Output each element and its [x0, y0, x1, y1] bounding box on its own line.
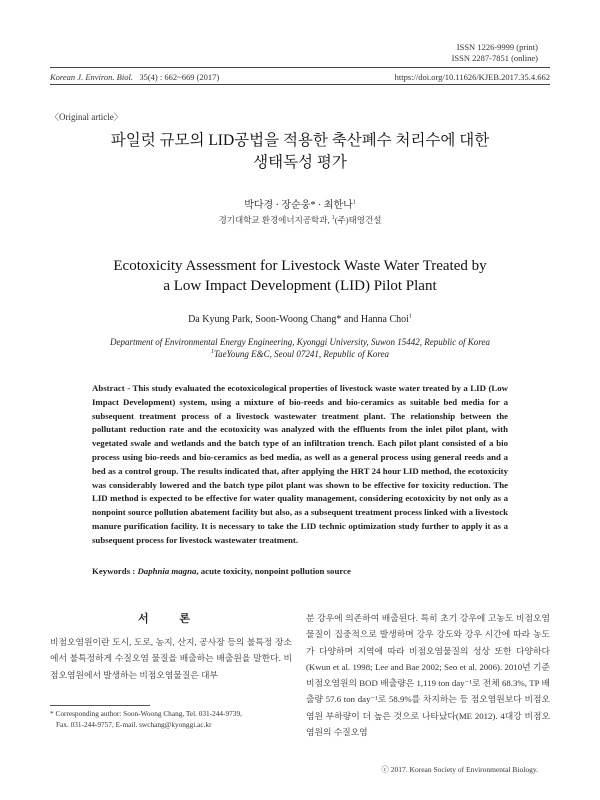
- journal-volume: 35(4) : 662~669 (2017): [139, 72, 220, 82]
- english-affiliation-1: Department of Environmental Energy Engineering, Kyonggi University, Suwon 15442, Republic of Korea: [110, 337, 490, 347]
- copyright: ⓒ 2017. Korean Society of Environmental Biology.: [381, 765, 538, 774]
- english-title: [50, 256, 550, 296]
- english-title-line2: a Low Impact Development (LID) Pilot Plant: [163, 278, 437, 294]
- english-authors-text: Da Kyung Park, Soon-Woong Chang* and Hanna Choi: [188, 314, 409, 325]
- korean-authors-text: 박다경 · 장순웅* · 최한나: [244, 200, 353, 211]
- korean-authors: 박다경 · 장순웅* · 최한나$^1$: [244, 199, 356, 211]
- journal-citation: [50, 72, 219, 82]
- korean-affiliation-2: (주)태영건설: [334, 215, 382, 225]
- keywords-label: Keywords :: [92, 566, 138, 576]
- intro-heading: 서 론: [137, 613, 204, 625]
- korean-affiliation-1: 경기대학교 환경에너지공학과,: [218, 215, 332, 225]
- abstract: Abstract - This study evaluated the ecotoxicological properties of livestock waste water treated by a LID (Low Impact Development) system, using a mixture of bio-reeds and bio-ceramics as suitable bed media for a subsequent treatment process of a livestock wastewater treatment plant. The relationship between the pollutant reduction rate and the ecotoxicity was analyzed with the effluents from the inlet pilot plant, with vegetated swale and wetlands and the batch type of an infiltration trench. Each pilot plant consisted of a bio process using bio-reeds and bio-ceramics as bed media, as well as a general process using general reeds and a bed as a control group. The results indicated that, after applying the HRT 24 hour LID method, the ecotoxicity was considerably lowered and the batch type pilot plant was shown to be effective for toxicity reduction. The LID method is expected to be effective for water quality management, considering ecotoxicity by not only as a nonpoint source pollution abatement facility but also, as a subsequent treatment process linked with a livestock manure purification facility. It is necessary to take the LID technic optimization study further to apply it as a subsequent process for livestock wastewater treatment.: [92, 383, 508, 545]
- korean-title-line1: 파일럿 규모의 LID공법을 적용한 축산폐수 처리수에 대한: [110, 132, 490, 149]
- journal-name: Korean J. Environ. Biol.: [50, 72, 133, 82]
- korean-affiliation: 경기대학교 환경에너지공학과, $^1$(주)태영건설: [218, 215, 382, 225]
- doi-link[interactable]: https://doi.org/10.11626/KJEB.2017.35.4.662: [394, 72, 550, 82]
- footnote-rule: [50, 705, 150, 706]
- footnote: [50, 709, 292, 730]
- english-title-line1: Ecotoxicity Assessment for Livestock Waste Water Treated by: [113, 258, 487, 274]
- keyword-organism: Daphnia magna: [137, 566, 197, 576]
- intro-right-column: 분 강우에 의존하여 배출된다. 특히 초기 강우에 고농도 비점오염물질이 집중적으로 발생하며 강우 강도와 강우 시간에 따라 농도가 다양하며 지역에 따라 비점오염물질의 성상 또한 다양하다(Kwun et al. 1998; Lee and Bae 2002; Seo et al. 2006). 2010년 기준 비점오염원의 BOD 배출량은 1,119 ton day⁻¹로 전체 68.3%, TP 배출량 57.6 ton day⁻¹로 58.9%를 차지하는 등 점오염원보다 비점오염원 부하량이 더 높은 것으로 나타났다(ME 2012). 4대강 비점오염원의 수질오염: [306, 613, 550, 738]
- footnote-line1: * Corresponding author: Soon-Woong Chang, Tel. 031-244-9739,: [50, 709, 242, 718]
- korean-title: [50, 130, 550, 174]
- english-affiliations: Department of Environmental Energy Engineering, Kyonggi University, Suwon 15442, Republic of Korea $^1$TaeYoung E&C, Seoul 07241, Republic of Korea: [50, 336, 550, 360]
- issn-online: ISSN 2287-7851 (online): [451, 53, 538, 63]
- header-rule-top: [50, 67, 550, 68]
- footnote-line2: Fax. 031-244-9757, E-mail. swchang@kyonggi.ac.kr: [56, 719, 212, 729]
- english-authors: Da Kyung Park, Soon-Woong Chang* and Hanna Choi$^1$: [188, 313, 412, 325]
- keywords: [92, 566, 508, 576]
- issn-print: ISSN 1226-9999 (print): [456, 42, 538, 52]
- keywords-rest: , acute toxicity, nonpoint pollution source: [196, 566, 351, 576]
- header-rule-bottom: [50, 84, 550, 85]
- english-affiliation-2: TaeYoung E&C, Seoul 07241, Republic of Korea: [213, 349, 389, 359]
- intro-left-column: 비점오염원이란 도시, 도로, 농지, 산지, 공사장 등의 불특정 장소에서 불특정하게 수질오염 물질을 배출하는 배출원을 말한다. 비점오염원에서 발생하는 비점오염물질은 대부: [50, 637, 292, 680]
- korean-title-line2: 생태독성 평가: [253, 154, 347, 171]
- article-type: 〈Original article〉: [50, 112, 123, 122]
- journal-citation-row: [50, 72, 550, 82]
